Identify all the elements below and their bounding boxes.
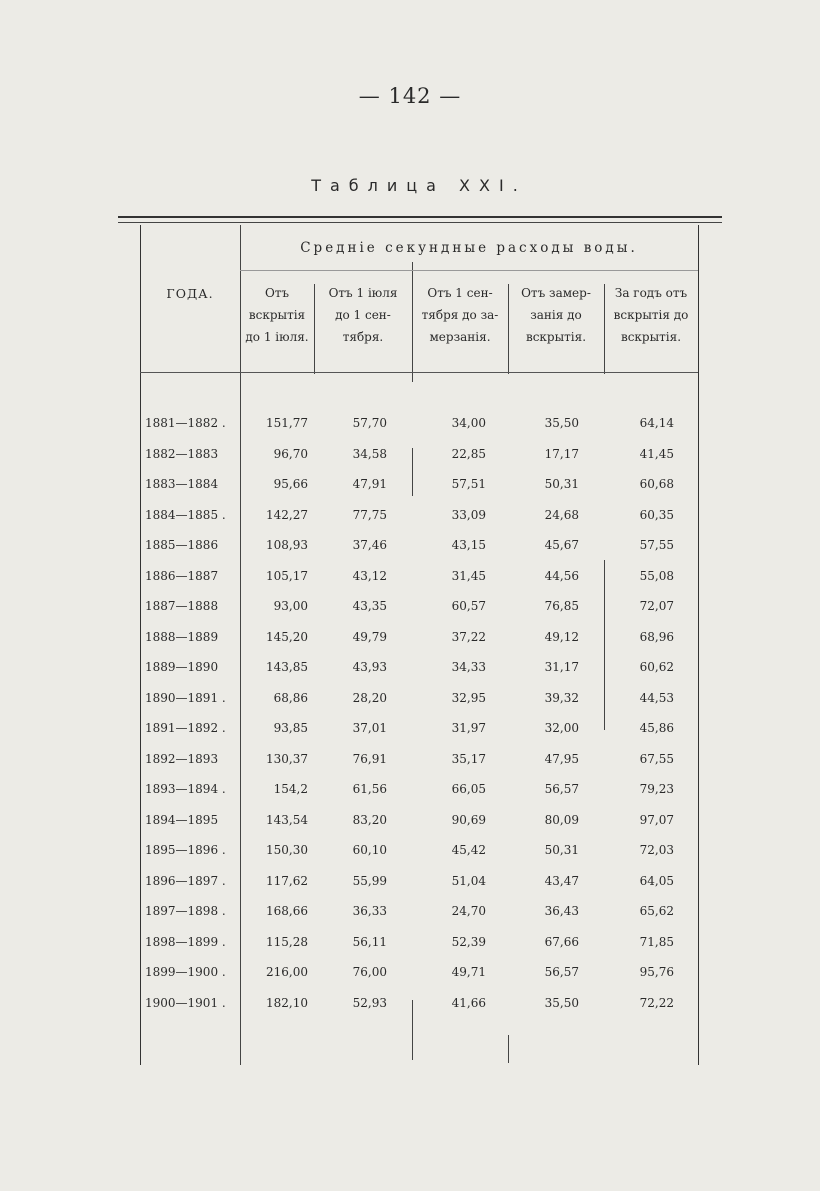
table-row: 1891—1892 . 93,85 37,01 31,97 32,00 45,86 [145,721,674,735]
table-row: 1899—1900 . 216,00 76,00 49,71 56,57 95,76 [145,965,674,979]
table-title: Таблица XXI. [311,176,527,195]
table-row: 1898—1899 . 115,28 56,11 52,39 67,66 71,85 [145,934,674,949]
table-row: 1890—1891 . 68,86 28,20 32,95 39,32 44,53 [145,690,674,705]
table-row: 1883—1884 95,66 47,91 57,51 50,31 60,68 [145,477,674,491]
table-row: 1888—1889 145,20 49,79 37,22 49,12 68,96 [145,629,674,644]
table-row: 1885—1886 108,93 37,46 43,15 45,67 57,55 [145,538,674,552]
column-header-3: Отъ 1 сен- тября до за- мерзанія. [421,286,499,344]
table-row: 1892—1893 130,37 76,91 35,17 47,95 67,55 [145,751,674,766]
table-row: 1881—1882 . 151,77 57,70 34,00 35,50 64,14 [145,416,674,430]
column-header-4: Отъ замер- занія до вскрытія. [521,286,591,344]
page-number: — 142 — [358,84,462,108]
column-header-2: Отъ 1 іюля до 1 сен- тября. [328,286,398,344]
table-row: 1894—1895 143,54 83,20 90,69 80,09 97,07 [145,812,674,827]
table-row: 1887—1888 93,00 43,35 60,57 76,85 72,07 [145,599,674,613]
top-rule [118,216,722,218]
divider-c3b [508,1035,509,1063]
table-row: 1900—1901 . 182,10 52,93 41,66 35,50 72,22 [145,995,674,1010]
year-header: ГОДА. [166,286,214,301]
table-row: 1897—1898 . 168,66 36,33 24,70 36,43 65,62 [145,904,674,918]
table-row: 1895—1896 . 150,30 60,10 45,42 50,31 72,03 [145,843,674,857]
table-row: 1886—1887 105,17 43,12 31,45 44,56 55,08 [145,568,674,583]
table-row: 1896—1897 . 117,62 55,99 51,04 43,47 64,05 [145,873,674,888]
top-rule-thin [118,222,722,223]
group-underline [240,270,698,271]
column-header-5: За годъ отъ вскрытія до вскрытія. [613,286,689,344]
header-bottom-rule [140,372,698,373]
table-row: 1882—1883 96,70 34,58 22,85 17,17 41,45 [145,446,674,461]
table-row: 1893—1894 . 154,2 61,56 66,05 56,57 79,23 [145,782,674,796]
table-row: 1884—1885 . 142,27 77,75 33,09 24,68 60,35 [145,507,674,522]
table-row: 1889—1890 143,85 43,93 34,33 31,17 60,62 [145,660,674,674]
column-header-1: Отъ вскрытія до 1 іюля. [245,286,309,344]
group-header: Средніе секундные расходы воды. [300,240,638,256]
